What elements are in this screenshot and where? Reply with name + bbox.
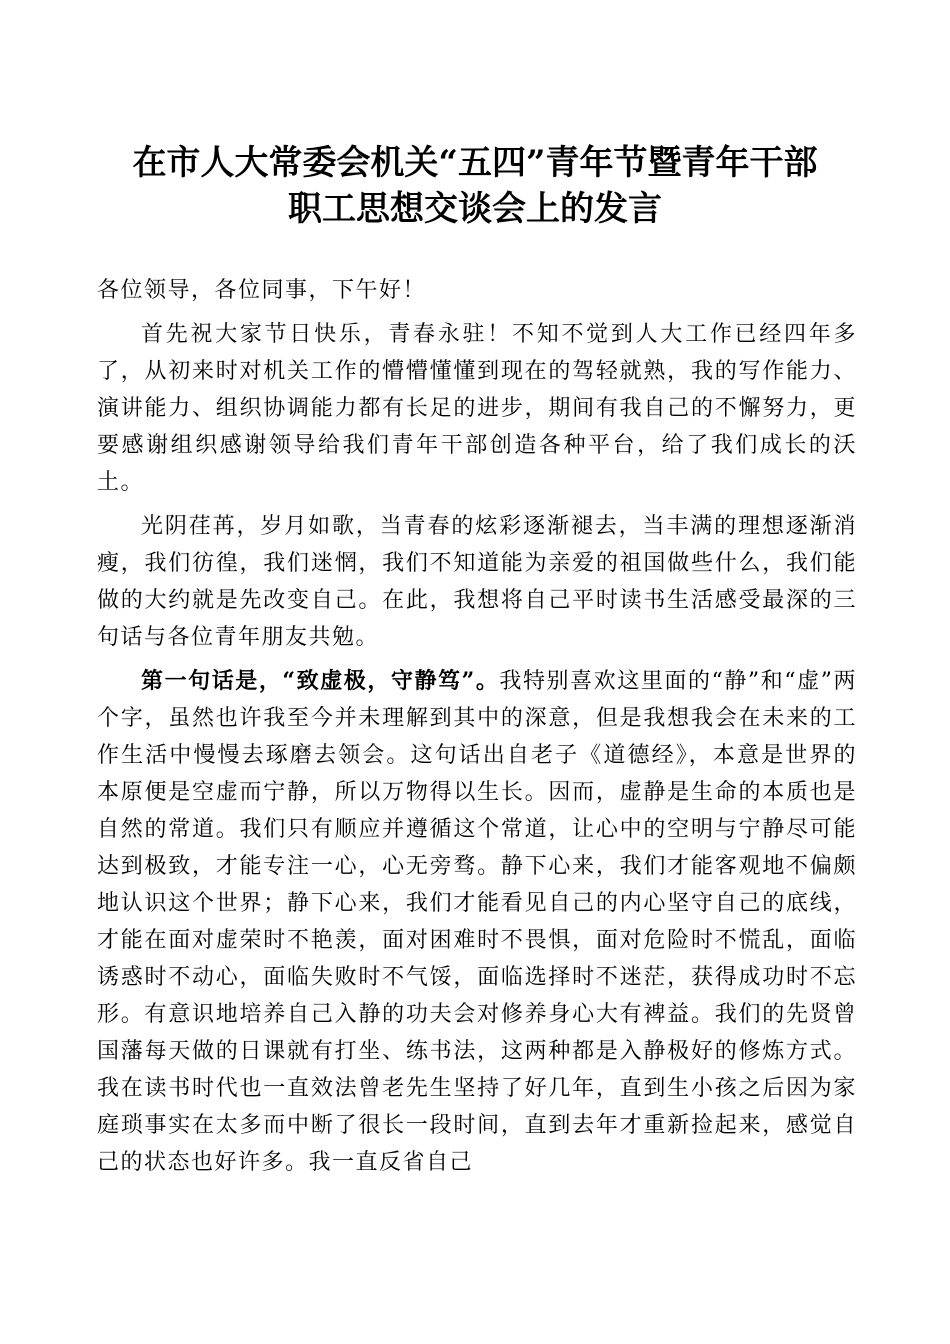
greeting: 各位领导，各位同事，下午好！ [97, 278, 427, 303]
paragraph-1: 首先祝大家节日快乐，青春永驻！不知不觉到人大工作已经四年多了，从初来时对机关工作的懵懵懂懂到现在的驾轻就熟，我的写作能力、演讲能力、组织协调能力都有长足的进步，期间有我自己的不懈努力，更要感谢组织感谢领导给我们青年干部创造各种平台，给了我们成长的沃土。 [97, 322, 857, 495]
document-body [97, 272, 857, 1188]
paragraph-3-body: 我特别喜欢这里面的“静”和“虚”两个字，虽然也许我至今并未理解到其中的深意，但是我想我会在未来的工作生活中慢慢去琢磨去领会。这句话出自老子《道德经》，本意是世界的本原便是空虚而宁静，所以万物得以生长。因而，虚静是生命的本质也是自然的常道。我们只有顺应并遵循这个常道，让心中的空明与宁静尽可能达到极致，才能专注一心，心无旁骛。静下心来，我们才能客观地不偏颇地认识这个世界；静下心来，我们才能看见自己的内心坚守自己的底线，才能在面对虚荣时不艳羡，面对困难时不畏惧，面对危险时不慌乱，面临诱惑时不动心，面临失败时不气馁，面临选择时不迷茫，获得成功时不忘形。有意识地培养自己入静的功夫会对修养身心大有裨益。我们的先贤曾国藩每天做的日课就有打坐、练书法，这两种都是入静极好的修炼方式。我在读书时代也一直效法曾老先生坚持了好几年，直到生小孩之后因为家庭琐事实在太多而中断了很长一段时间，直到去年才重新捡起来，感觉自己的状态也好许多。我一直反省自己 [97, 669, 857, 1175]
title-line-1: 在市人大常委会机关“五四”青年节暨青年干部 [132, 143, 818, 183]
paragraph-3 [97, 663, 857, 1181]
paragraph-3-lead: 第一句话是，“致虚极，守静笃”。 [141, 668, 500, 694]
document-title [80, 140, 870, 232]
title-line-2: 职工思想交谈会上的发言 [288, 189, 662, 229]
paragraph-2: 光阴荏苒，岁月如歌，当青春的炫彩逐渐褪去，当丰满的理想逐渐消瘦，我们彷徨，我们迷惘，我们不知道能为亲爱的祖国做些什么，我们能做的大约就是先改变自己。在此，我想将自己平时读书生活感受最深的三句话与各位青年朋友共勉。 [97, 514, 857, 650]
